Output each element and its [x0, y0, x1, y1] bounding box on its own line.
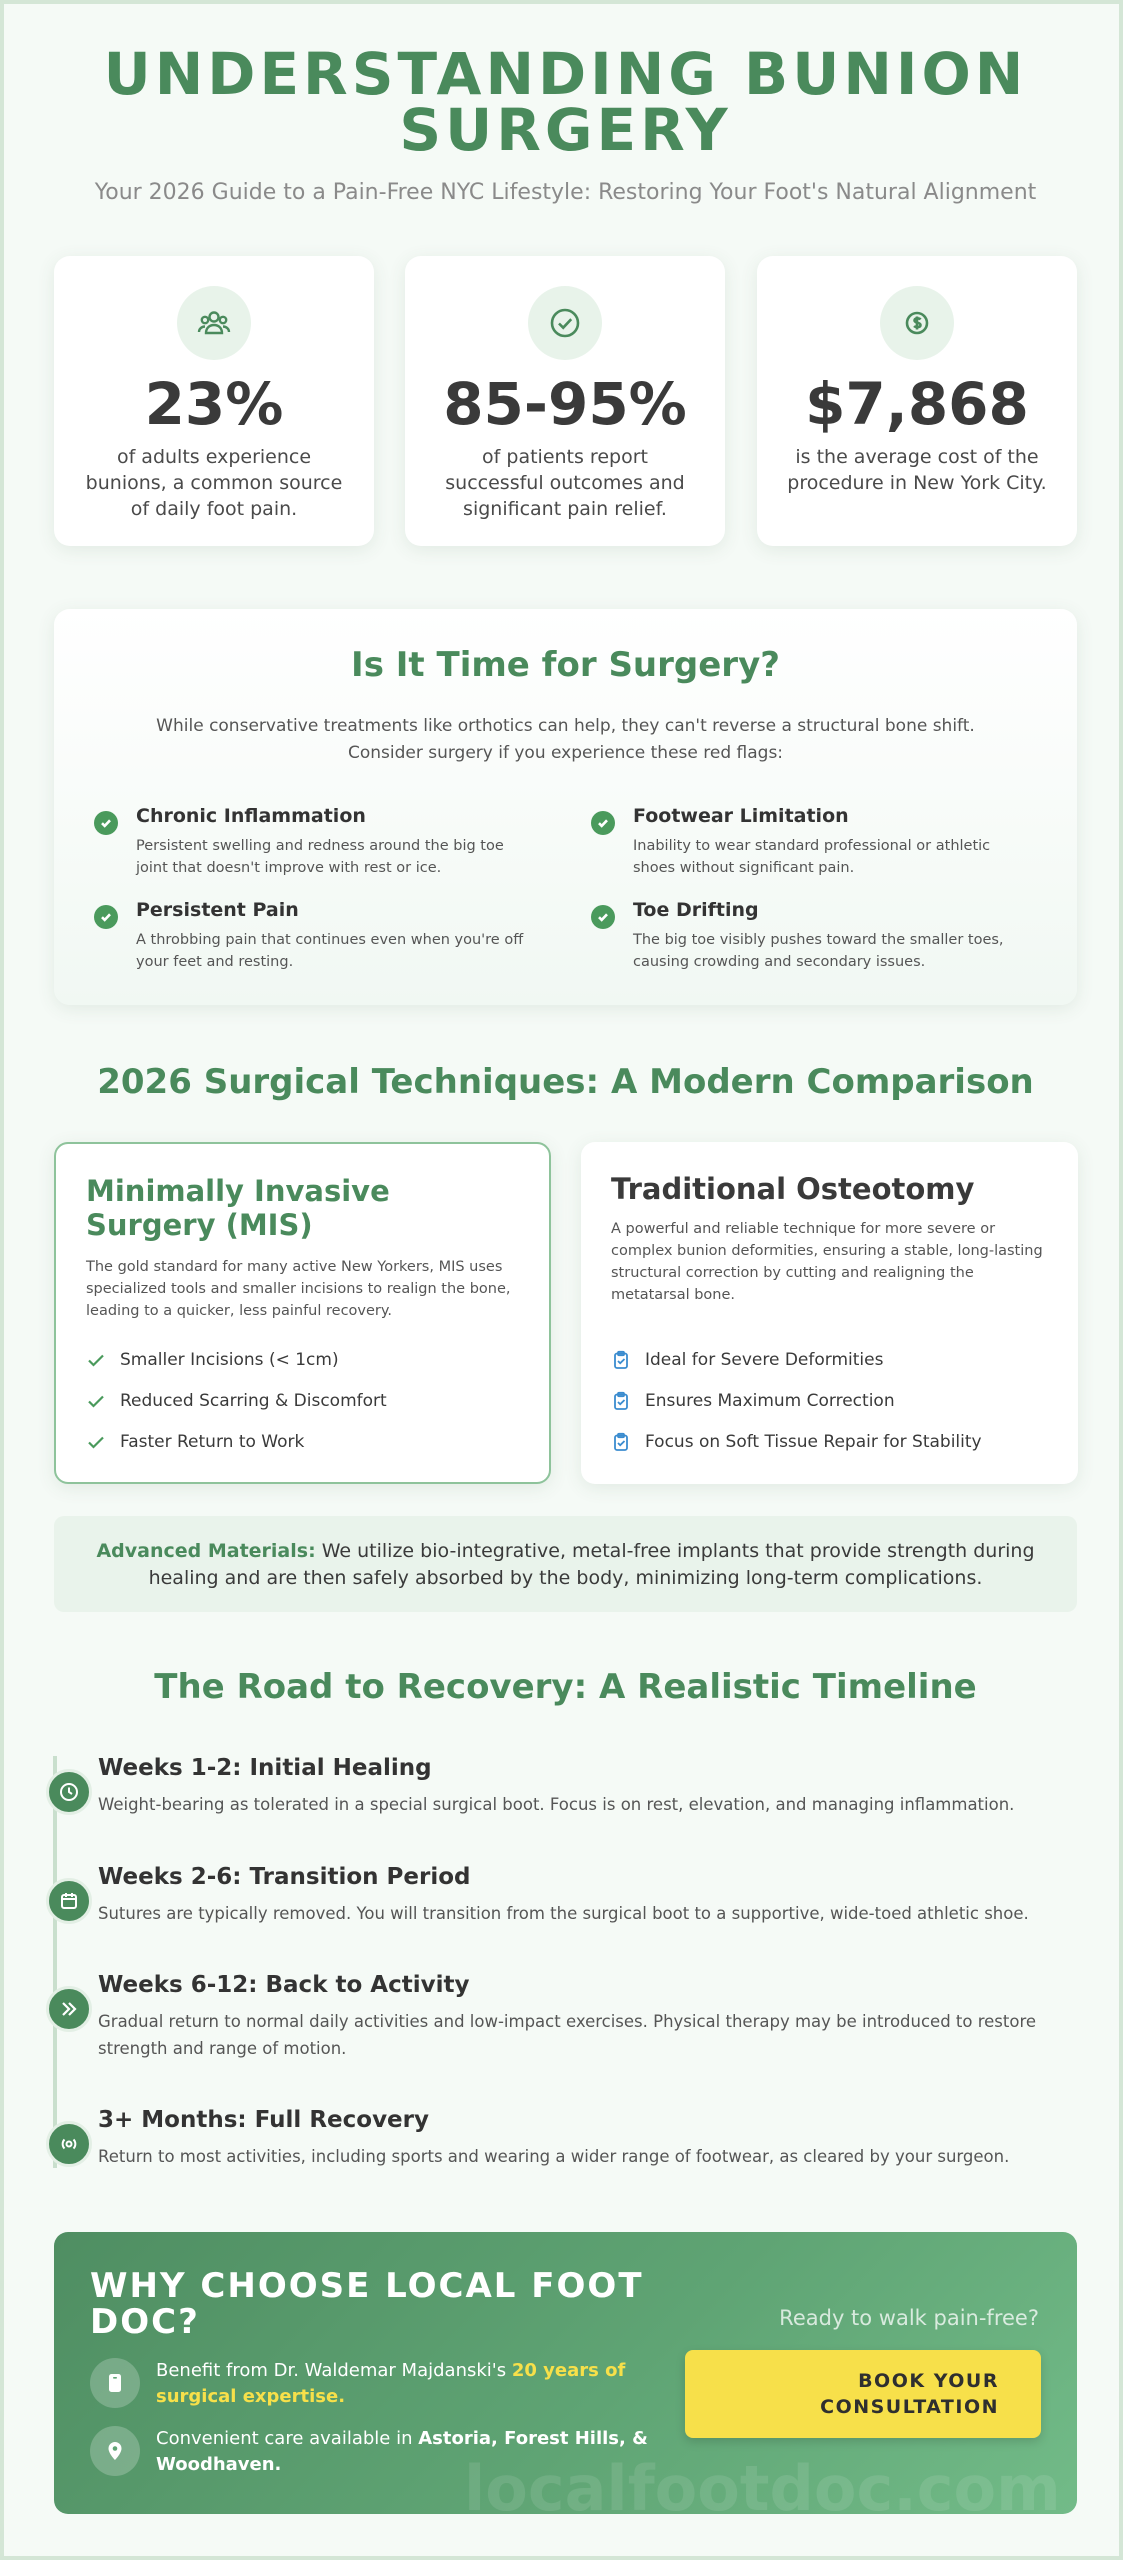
- checkmark-icon: [86, 1432, 106, 1452]
- cta-banner: [54, 2232, 1077, 2514]
- feature-item: [611, 1389, 1051, 1430]
- mis-feature-list: [86, 1348, 526, 1471]
- book-consultation-button[interactable]: BOOK YOUR CONSULTATION: [685, 2350, 1041, 2438]
- stat-card-prevalence: [54, 256, 374, 546]
- timeline-line: [53, 1756, 57, 2168]
- traditional-title: Traditional Osteotomy: [611, 1172, 975, 1206]
- mis-card: [54, 1142, 551, 1484]
- check-icon: [94, 811, 118, 835]
- location-pin-icon: [90, 2426, 140, 2476]
- cta-benefit-text: [156, 2358, 656, 2410]
- calendar-icon: [46, 1878, 92, 1924]
- benefit-text: Convenient care available in: [156, 2428, 419, 2449]
- stat-value: $7,868: [805, 370, 1029, 438]
- advanced-materials-note: [54, 1516, 1077, 1612]
- timeline-item-description: Return to most activities, including sports and wearing a wider range of footwear, as cleared by your surgeon.: [98, 2147, 1010, 2166]
- red-flag-description: Persistent swelling and redness around the big toe joint that doesn't improve with rest or ice.: [136, 838, 504, 876]
- check-icon: [94, 905, 118, 929]
- feature-label: Ideal for Severe Deformities: [645, 1350, 884, 1370]
- mis-title: Minimally Invasive Surgery (MIS): [86, 1174, 390, 1242]
- section-title: Is It Time for Surgery?: [351, 645, 780, 685]
- stat-description: of adults experience bunions, a common source of daily foot pain.: [85, 446, 343, 520]
- red-flag-title: Footwear Limitation: [633, 805, 849, 827]
- clipboard-check-icon: [611, 1391, 631, 1411]
- materials-text: We utilize bio-integrative, metal-free implants that provide strength during healing and are then safely absorbed by the body, minimizing long-term complications.: [148, 1540, 1035, 1589]
- timeline-item-description: Sutures are typically removed. You will transition from the surgical boot to a supportive, wide-toed athletic shoe.: [98, 1904, 1029, 1923]
- traditional-description: A powerful and reliable technique for more severe or complex bunion deformities, ensuring a stable, long-lasting structural correction by cutting and realigning the metatarsal bone.: [611, 1221, 1043, 1303]
- broadcast-icon: [46, 2121, 92, 2167]
- stat-card-success-rate: [405, 256, 725, 546]
- users-icon: [177, 286, 251, 360]
- timeline-item-title: Weeks 1-2: Initial Healing: [98, 1755, 432, 1781]
- stat-card-cost: [757, 256, 1077, 546]
- red-flags-section: [54, 609, 1077, 1005]
- feature-item: [86, 1389, 526, 1430]
- feature-item: [611, 1430, 1051, 1471]
- checkmark-icon: [86, 1391, 106, 1411]
- page-subtitle: Your 2026 Guide to a Pain-Free NYC Lifestyle: Restoring Your Foot's Natural Alignment: [94, 180, 1037, 205]
- feature-label: Smaller Incisions (< 1cm): [120, 1350, 339, 1370]
- traditional-feature-list: [611, 1348, 1051, 1471]
- red-flag-description: A throbbing pain that continues even when you're off your feet and resting.: [136, 932, 524, 970]
- stat-value: 85-95%: [443, 370, 687, 438]
- mis-description: The gold standard for many active New Yorkers, MIS uses specialized tools and smaller incisions to realign the bone, leading to a quicker, less painful recovery.: [86, 1259, 511, 1319]
- watermark-text: localfootdoc.com: [464, 2452, 1061, 2514]
- check-icon: [591, 811, 615, 835]
- dollar-icon: [880, 286, 954, 360]
- benefit-highlight: Astoria, Forest Hills, & Woodhaven.: [156, 2428, 648, 2475]
- feature-item: [86, 1348, 526, 1389]
- techniques-title: 2026 Surgical Techniques: A Modern Comparison: [97, 1062, 1034, 1102]
- feature-label: Focus on Soft Tissue Repair for Stability: [645, 1432, 982, 1452]
- feature-label: Ensures Maximum Correction: [645, 1391, 895, 1411]
- timeline-item-title: Weeks 2-6: Transition Period: [98, 1864, 471, 1890]
- benefit-highlight: 20 years of surgical expertise.: [156, 2360, 626, 2407]
- feature-item: [611, 1348, 1051, 1389]
- clock-icon: [46, 1769, 92, 1815]
- feature-label: Faster Return to Work: [120, 1432, 305, 1452]
- section-intro: While conservative treatments like orthotics can help, they can't reverse a structural bone shift. Consider surgery if you experience these red flags:: [156, 716, 975, 763]
- cta-benefit-text: [156, 2426, 656, 2478]
- fast-forward-icon: [46, 1986, 92, 2032]
- red-flag-title: Toe Drifting: [633, 899, 759, 921]
- stat-value: 23%: [144, 370, 284, 438]
- timeline-item-title: Weeks 6-12: Back to Activity: [98, 1972, 470, 1998]
- feature-label: Reduced Scarring & Discomfort: [120, 1391, 387, 1411]
- timeline-item-description: Weight-bearing as tolerated in a special surgical boot. Focus is on rest, elevation, and managing inflammation.: [98, 1795, 1015, 1814]
- red-flag-description: The big toe visibly pushes toward the smaller toes, causing crowding and secondary issues.: [633, 932, 1004, 970]
- feature-item: [86, 1430, 526, 1471]
- stat-description: of patients report successful outcomes and significant pain relief.: [445, 446, 685, 520]
- materials-label: Advanced Materials:: [96, 1540, 316, 1562]
- stat-description: is the average cost of the procedure in New York City.: [787, 446, 1047, 494]
- cta-prompt: Ready to walk pain-free?: [779, 2306, 1039, 2330]
- timeline-title: The Road to Recovery: A Realistic Timeline: [154, 1667, 977, 1707]
- page-title: UNDERSTANDING BUNION SURGERY: [103, 40, 1028, 164]
- timeline-item-description: Gradual return to normal daily activities and low-impact exercises. Physical therapy may be introduced to restore strength and range of motion.: [98, 2012, 1037, 2058]
- checkmark-icon: [86, 1350, 106, 1370]
- benefit-text: Benefit from Dr. Waldemar Majdanski's: [156, 2360, 512, 2381]
- check-icon: [591, 905, 615, 929]
- cta-heading: WHY CHOOSE LOCAL FOOT DOC?: [90, 2266, 644, 2342]
- check-circle-icon: [528, 286, 602, 360]
- clipboard-check-icon: [611, 1350, 631, 1370]
- red-flag-title: Chronic Inflammation: [136, 805, 366, 827]
- timeline-item-title: 3+ Months: Full Recovery: [98, 2107, 429, 2133]
- mobile-icon: [90, 2358, 140, 2408]
- red-flag-title: Persistent Pain: [136, 899, 299, 921]
- clipboard-check-icon: [611, 1432, 631, 1452]
- red-flag-description: Inability to wear standard professional or athletic shoes without significant pain.: [633, 838, 991, 876]
- traditional-card: [581, 1142, 1078, 1484]
